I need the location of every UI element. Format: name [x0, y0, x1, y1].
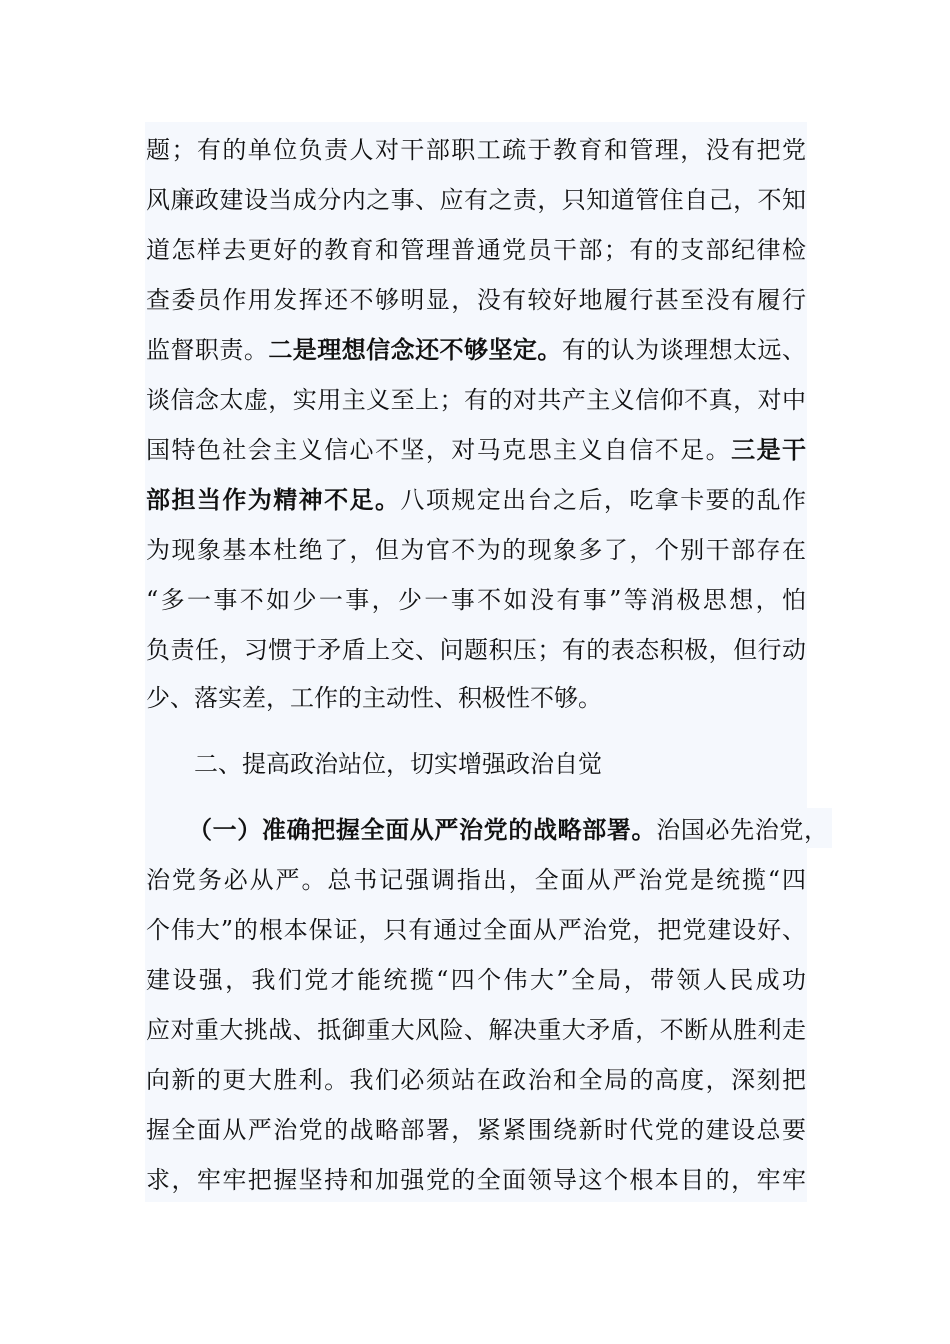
para2-line-2: 治党务必从严。总书记强调指出，全面从严治党是统揽“四: [146, 866, 806, 894]
para2-line-6: 向新的更大胜利。我们必须站在政治和全局的高度，深刻把: [146, 1066, 806, 1094]
subsection-title: （一）准确把握全面从严治党的战略部署。: [188, 815, 657, 844]
bold-point-three-cont: 部担当作为精神不足。: [146, 485, 401, 514]
body-line-6: 谈信念太虚，实用主义至上；有的对共产主义信仰不真，对中: [146, 386, 806, 414]
body-line-4: 查委员作用发挥还不够明显，没有较好地履行甚至没有履行: [146, 286, 806, 314]
bold-point-two: 二是理想信念还不够坚定。: [268, 335, 562, 364]
para2-line-5: 应对重大挑战、抵御重大风险、解决重大矛盾，不断从胜利走: [146, 1016, 806, 1044]
body-text: 监督职责。: [146, 336, 269, 364]
body-line-11: 负责任，习惯于矛盾上交、问题积压；有的表态积极，但行动: [146, 636, 806, 664]
para2-line-4: 建设强，我们党才能统揽“四个伟大”全局，带领人民成功: [146, 966, 806, 994]
body-line-9: 为现象基本杜绝了，但为官不为的现象多了，个别干部存在: [146, 536, 806, 564]
section-heading: 二、提高政治站位，切实增强政治自觉: [194, 750, 602, 778]
body-text: 有的认为谈理想太远、: [561, 336, 807, 364]
body-line-8: [146, 480, 806, 520]
body-line-5: [146, 330, 806, 370]
body-text: 国特色社会主义信心不坚，对马克思主义自信不足。: [146, 436, 732, 464]
body-text: 八项规定出台之后，吃拿卡要的乱作: [400, 486, 807, 514]
body-line-10: “多一事不如少一事，少一事不如没有事”等消极思想，怕: [146, 586, 806, 614]
para2-line-3: 个伟大”的根本保证，只有通过全面从严治党，把党建设好、: [146, 916, 806, 944]
bold-point-three: 三是干: [731, 435, 807, 464]
body-text: 治国必先治党，: [656, 816, 829, 844]
body-line-2: 风廉政建设当成分内之事、应有之责，只知道管住自己，不知: [146, 186, 806, 214]
body-line-12: 少、落实差，工作的主动性、积极性不够。: [146, 684, 602, 712]
body-line-7: [146, 430, 806, 470]
para2-line-1: [188, 810, 828, 850]
body-line-3: 道怎样去更好的教育和管理普通党员干部；有的支部纪律检: [146, 236, 806, 264]
para2-line-7: 握全面从严治党的战略部署，紧紧围绕新时代党的建设总要: [146, 1116, 806, 1144]
para2-line-8: 求，牢牢把握坚持和加强党的全面领导这个根本目的，牢牢: [146, 1166, 806, 1194]
body-line-1: 题；有的单位负责人对干部职工疏于教育和管理，没有把党: [146, 136, 806, 164]
